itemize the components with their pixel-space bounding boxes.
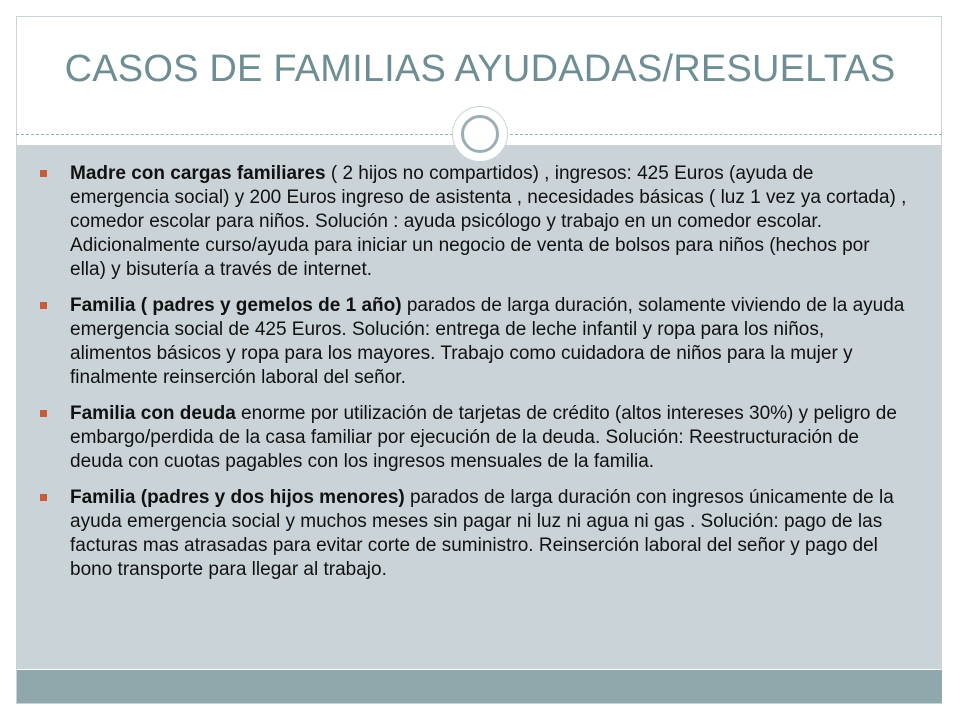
bullet-lead: Familia (padres y dos hijos menores) [70,487,405,508]
bullet-text: enorme por utilización de tarjetas de crédito (altos intereses 30%) y peligro de embargo/perdida de la casa familiar por ejecución de la deuda. Solución: Reestructuración de deuda con cuotas pagables con los ingresos mensuales de la familia. [70,403,897,472]
square-bullet-icon [40,494,47,501]
footer-band [17,670,942,703]
slide-title: CASOS DE FAMILIAS AYUDADAS/RESUELTAS [64,48,896,90]
bullet-list [40,162,910,594]
square-bullet-icon [40,170,47,177]
bullet-item [40,294,910,390]
divider-circle-ornament [452,106,508,162]
bullet-text: parados de larga duración, solamente viviendo de la ayuda emergencia social de 425 Euros. Solución: entrega de leche infantil y ropa para los niños, alimentos básicos y ropa para los mayores. Trabajo como cuidadora de niños para la mujer y finalmente reinserción laboral del señor. [70,295,905,388]
bullet-lead: Familia con deuda [70,403,236,424]
bullet-text: ( 2 hijos no compartidos) , ingresos: 425 Euros (ayuda de emergencia social) y 200 Euros ingreso de asistenta , necesidades básicas ( luz 1 vez ya cortada) , comedor escolar para niños. Solución : ayuda psicólogo y trabajo en un comedor escolar. Adicionalmente curso/ayuda para iniciar un negocio de venta de bolsos para niños (hechos por ella) y bisutería a través de internet. [70,163,907,280]
divider-circle-inner [461,115,499,153]
bullet-item [40,162,910,282]
bullet-item [40,486,910,582]
bullet-lead: Madre con cargas familiares [70,163,326,184]
square-bullet-icon [40,410,47,417]
square-bullet-icon [40,302,47,309]
bullet-lead: Familia ( padres y gemelos de 1 año) [70,295,402,316]
bullet-text: parados de larga duración con ingresos únicamente de la ayuda emergencia social y muchos meses sin pagar ni luz ni agua ni gas . Solución: pago de las facturas mas atrasadas para evitar corte de suministro. Reinserción laboral del señor y pago del bono transporte para llegar al trabajo. [70,487,894,580]
bullet-item [40,402,910,474]
